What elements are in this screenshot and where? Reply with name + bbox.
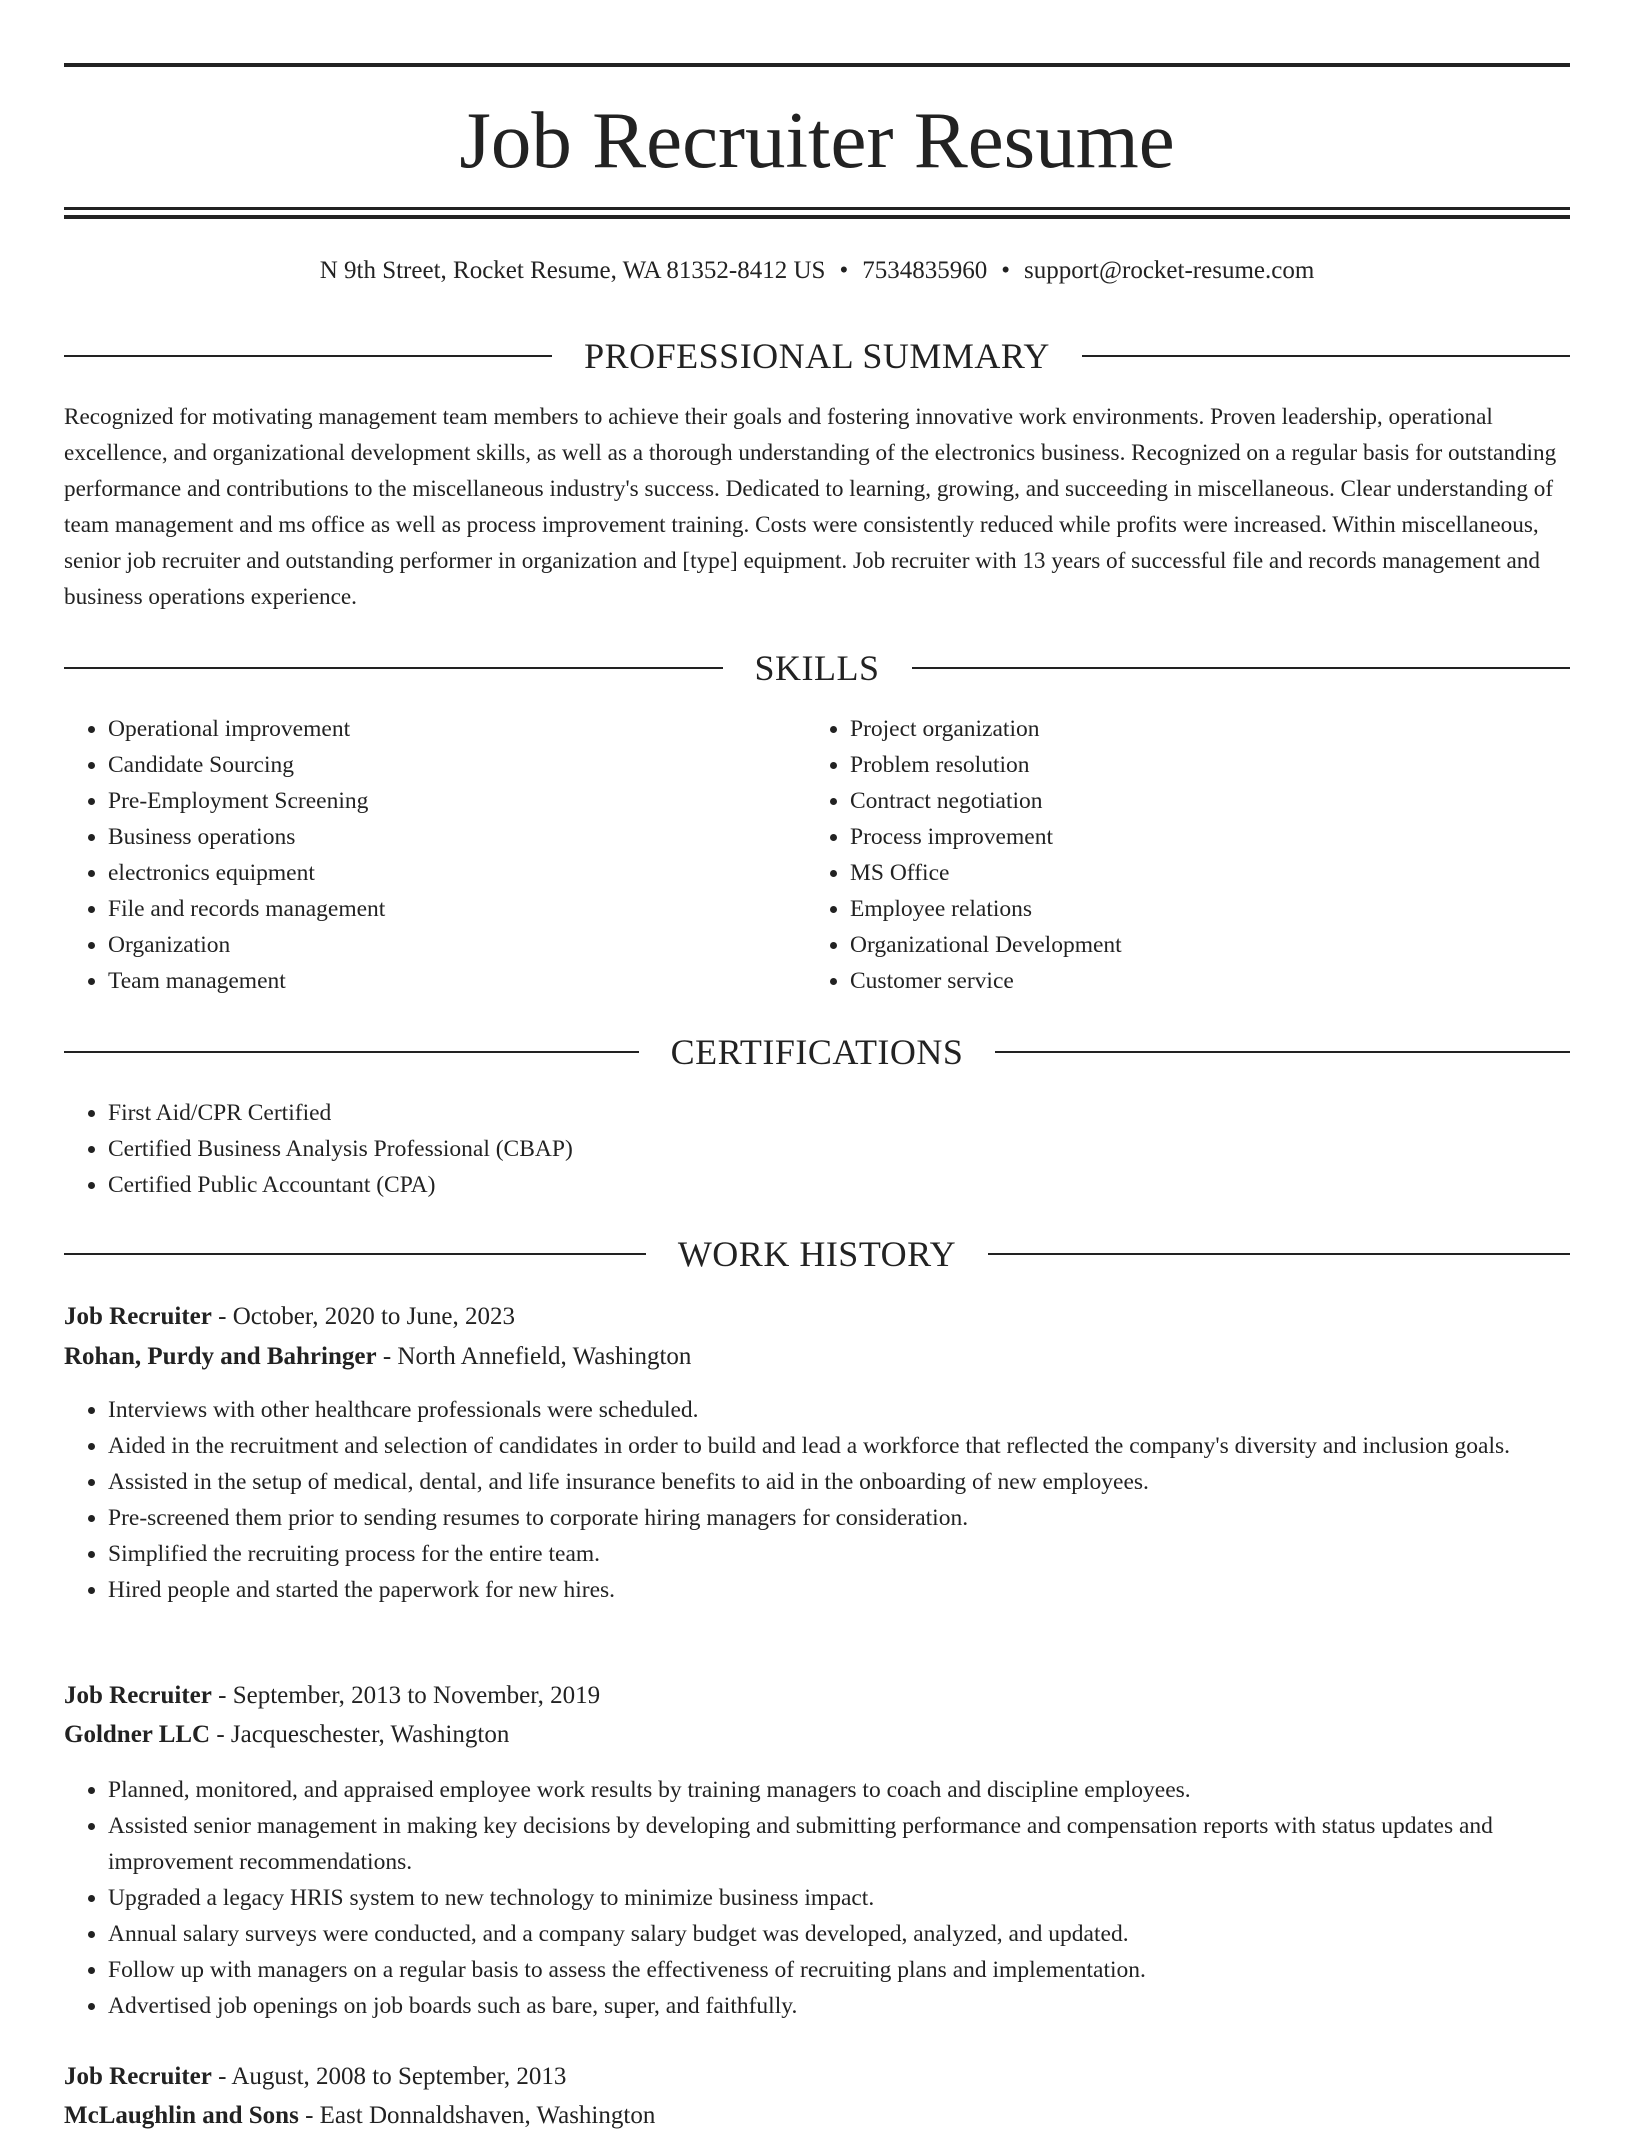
- heading-rule: [64, 667, 723, 669]
- job-title-line: [64, 1298, 1570, 1336]
- heading-rule: [64, 1253, 646, 1255]
- duty-item: • Aided in the recruitment and selection of candidates in order to build and lead a workforce that reflected the company's diversity and inclusion goals.: [108, 1428, 1578, 1464]
- job-company-line: [64, 1716, 1570, 1754]
- job-title: Job Recruiter: [64, 1682, 212, 1709]
- heading-rule: [995, 1051, 1570, 1053]
- job-title: Job Recruiter: [64, 2063, 212, 2090]
- section-heading-work-history: [64, 1232, 1570, 1276]
- job-location-prefix: -: [376, 1343, 398, 1370]
- job-title-line: [64, 1677, 1570, 1715]
- title-rule-upper: [64, 207, 1570, 210]
- heading-rule: [912, 667, 1571, 669]
- job-dates: August, 2008 to September, 2013: [231, 2063, 567, 2090]
- contact-address: N 9th Street, Rocket Resume, WA 81352-8412 US: [319, 257, 826, 284]
- job-company-line: [64, 2097, 1570, 2135]
- skill-item: • Customer service: [850, 963, 1550, 999]
- section-heading-certifications: [64, 1030, 1570, 1074]
- skill-item: • Problem resolution: [850, 747, 1550, 783]
- skill-item: • Organizational Development: [850, 927, 1550, 963]
- top-rule: [64, 63, 1570, 67]
- certifications-list: [64, 1095, 1508, 1203]
- job-location-prefix: -: [298, 2102, 320, 2129]
- certification-item: • Certified Public Accountant (CPA): [108, 1167, 1508, 1203]
- certification-item: • Certified Business Analysis Professional (CBAP): [108, 1131, 1508, 1167]
- job-location: Jacqueschester, Washington: [230, 1721, 510, 1748]
- job-dates-prefix: -: [211, 1682, 233, 1709]
- skills-list-left: [64, 711, 808, 999]
- skill-item: • Project organization: [850, 711, 1550, 747]
- job-dates: October, 2020 to June, 2023: [232, 1303, 515, 1330]
- summary-paragraph: Recognized for motivating management team members to achieve their goals and fostering innovative work environments. Proven leadership, operational excellence, and organizational development skills, as well as a thorough understanding of the electronics business. Recognized on a regular basis for outstanding performance and contributions to the miscellaneous industry's success. Dedicated to learning, growing, and succeeding in miscellaneous. Clear understanding of team management and ms office as well as process improvement training. Costs were consistently reduced while profits were increased. Within miscellaneous, senior job recruiter and outstanding performer in organization and [type] equipment. Job recruiter with 13 years of successful file and records management and business operations experience.: [64, 404, 1557, 610]
- job-location: North Annefield, Washington: [397, 1343, 692, 1370]
- duty-item: • Assisted senior management in making key decisions by developing and submitting performance and compensation reports with status updates and improvement recommendations.: [108, 1808, 1578, 1880]
- duty-item: • Upgraded a legacy HRIS system to new technology to minimize business impact.: [108, 1880, 1578, 1916]
- heading-rule: [64, 355, 552, 357]
- job-duties-list: [64, 1772, 1578, 2024]
- job-duties-list: [64, 1392, 1578, 1608]
- duty-item: • Advertised job openings on job boards such as bare, super, and faithfully.: [108, 1988, 1578, 2024]
- skill-item: • Pre-Employment Screening: [108, 783, 808, 819]
- duty-item: • Follow up with managers on a regular basis to assess the effectiveness of recruiting plans and implementation.: [108, 1952, 1578, 1988]
- job-title-line: [64, 2058, 1570, 2096]
- job-location: East Donnaldshaven, Washington: [319, 2102, 656, 2129]
- job-company: Goldner LLC: [64, 1721, 211, 1748]
- duty-item: • Annual salary surveys were conducted, and a company salary budget was developed, analyzed, and updated.: [108, 1916, 1578, 1952]
- section-title: CERTIFICATIONS: [670, 1032, 964, 1072]
- skill-item: • Business operations: [108, 819, 808, 855]
- job-dates: September, 2013 to November, 2019: [232, 1682, 601, 1709]
- contact-separator: •: [1001, 257, 1010, 284]
- job-company-line: [64, 1338, 1570, 1376]
- duty-item: • Simplified the recruiting process for the entire team.: [108, 1536, 1578, 1572]
- heading-rule: [64, 1051, 639, 1053]
- page-title: Job Recruiter Resume: [459, 95, 1175, 185]
- contact-separator: •: [839, 257, 849, 284]
- skill-item: • Candidate Sourcing: [108, 747, 808, 783]
- skill-item: • Process improvement: [850, 819, 1550, 855]
- skill-item: • Organization: [108, 927, 808, 963]
- contact-line: [64, 253, 1570, 289]
- duty-item: • Assisted in the setup of medical, dental, and life insurance benefits to aid in the onboarding of new employees.: [108, 1464, 1578, 1500]
- duty-item: • Hired people and started the paperwork for new hires.: [108, 1572, 1578, 1608]
- job-dates-prefix: -: [211, 1303, 233, 1330]
- skill-item: • electronics equipment: [108, 855, 808, 891]
- contact-email[interactable]: support@rocket-resume.com: [1023, 257, 1315, 284]
- duty-item: • Planned, monitored, and appraised employee work results by training managers to coach and discipline employees.: [108, 1772, 1578, 1808]
- contact-phone[interactable]: 7534835960: [862, 257, 988, 284]
- skill-item: • Operational improvement: [108, 711, 808, 747]
- section-title: SKILLS: [754, 648, 880, 688]
- job-location-prefix: -: [210, 1721, 231, 1748]
- skill-item: • Contract negotiation: [850, 783, 1550, 819]
- skill-item: • Team management: [108, 963, 808, 999]
- skills-list-right: [806, 711, 1550, 999]
- duty-item: • Interviews with other healthcare professionals were scheduled.: [108, 1392, 1578, 1428]
- section-title: PROFESSIONAL SUMMARY: [584, 336, 1050, 376]
- job-company: Rohan, Purdy and Bahringer: [64, 1343, 377, 1370]
- skill-item: • Employee relations: [850, 891, 1550, 927]
- section-title: WORK HISTORY: [677, 1234, 957, 1274]
- skill-item: • File and records management: [108, 891, 808, 927]
- duty-item: • Pre-screened them prior to sending resumes to corporate hiring managers for consideration.: [108, 1500, 1578, 1536]
- title-rule-lower: [64, 215, 1570, 219]
- heading-rule: [988, 1253, 1570, 1255]
- section-heading-skills: [64, 646, 1570, 690]
- section-heading-summary: [64, 334, 1570, 378]
- certification-item: • First Aid/CPR Certified: [108, 1095, 1508, 1131]
- job-company: McLaughlin and Sons: [64, 2102, 299, 2129]
- job-title: Job Recruiter: [64, 1303, 212, 1330]
- skill-item: • MS Office: [850, 855, 1550, 891]
- heading-rule: [1082, 355, 1570, 357]
- job-dates-prefix: -: [211, 2063, 232, 2090]
